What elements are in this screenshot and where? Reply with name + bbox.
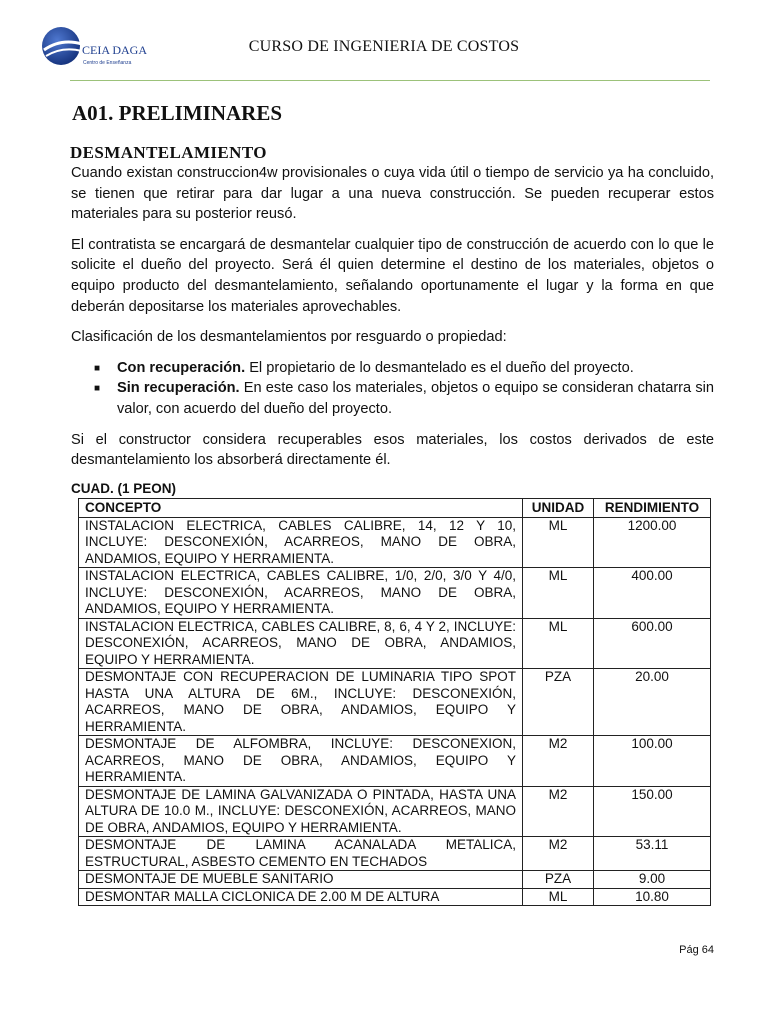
cell-unidad: M2 [523,786,594,837]
paragraph: Clasificación de los desmantelamientos por resguardo o propiedad: [71,329,507,346]
cell-concepto: INSTALACION ELECTRICA, CABLES CALIBRE, 14, 12 Y 10, INCLUYE: DESCONEXIÓN, ACARREOS, MANO DE OBRA, ANDAMIOS, EQUIPO Y HERRAMIENTA. [79,517,523,568]
logo-subtext: Centro de Enseñanza [83,60,132,66]
table-row [79,517,711,568]
cell-rendimiento: 53.11 [594,837,711,871]
cell-concepto: DESMONTAJE DE LAMINA GALVANIZADA O PINTADA, HASTA UNA ALTURA DE 10.0 M., INCLUYE: DESCONEXIÓN, ACARREOS, MANO DE OBRA, ANDAMIOS, EQUIPO Y HERRAMIENTA. [79,786,523,837]
table-row [79,888,711,906]
list-item-text: El propietario de lo desmantelado es el dueño del proyecto. [245,359,634,376]
table-row [79,736,711,787]
cell-concepto: DESMONTAR MALLA CICLONICA DE 2.00 M DE ALTURA [79,888,523,906]
cost-table [78,498,711,906]
table-caption: CUAD. (1 PEON) [71,481,177,496]
cell-concepto: INSTALACION ELECTRICA, CABLES CALIBRE, 1/0, 2/0, 3/0 Y 4/0, INCLUYE: DESCONEXIÓN, ACARREOS, MANO DE OBRA, ANDAMIOS, EQUIPO Y HERRAMIENTA. [79,568,523,619]
cell-rendimiento: 20.00 [594,669,711,736]
cell-rendimiento: 150.00 [594,786,711,837]
square-bullet-icon: ■ [94,383,101,395]
list-item-bold: Con recuperación. [117,359,246,376]
cell-rendimiento: 10.80 [594,888,711,906]
column-header-rendimiento: RENDIMIENTO [594,499,711,518]
cell-rendimiento: 1200.00 [594,517,711,568]
cell-unidad: M2 [523,837,594,871]
cell-unidad: PZA [523,871,594,889]
table-row [79,618,711,669]
table-row [79,837,711,871]
table-row [79,669,711,736]
square-bullet-icon: ■ [94,362,101,374]
cell-rendimiento: 400.00 [594,568,711,619]
cell-concepto: INSTALACION ELECTRICA, CABLES CALIBRE, 8, 6, 4 Y 2, INCLUYE: DESCONEXIÓN, ACARREOS, MANO DE OBRA, ANDAMIOS, EQUIPO Y HERRAMIENTA. [79,618,523,669]
cell-rendimiento: 9.00 [594,871,711,889]
table-row [79,871,711,889]
table-row [79,568,711,619]
table-row [79,786,711,837]
subsection-title: DESMANTELAMIENTO [70,143,267,162]
section-title: A01. PRELIMINARES [72,101,283,125]
logo-text: CEIA DAGA [82,43,147,57]
cell-concepto: DESMONTAJE CON RECUPERACION DE LUMINARIA TIPO SPOT HASTA UNA ALTURA DE 6M., INCLUYE: DESCONEXIÓN, ACARREOS, MANO DE OBRA, ANDAMIOS, EQUIPO Y HERRAMIENTA. [79,669,523,736]
column-header-unidad: UNIDAD [523,499,594,518]
paragraph: Si el constructor considera recuperables esos materiales, los costos derivados de este desmantelamiento los absorberá directamente él. [71,431,714,469]
column-header-concepto: CONCEPTO [79,499,523,518]
cell-rendimiento: 600.00 [594,618,711,669]
body-text [71,163,714,481]
cell-unidad: ML [523,517,594,568]
cell-unidad: ML [523,568,594,619]
table-header-row [79,499,711,518]
cell-concepto: DESMONTAJE DE MUEBLE SANITARIO [79,871,523,889]
page-number: Pág 64 [679,944,714,956]
paragraph: Cuando existan construccion4w provisionales o cuya vida útil o tiempo de servicio ya ha concluido, se tienen que retirar para dar lugar a una nueva construcción. Se pueden recuperar estos materiales para su posterior reusó. [71,165,714,223]
cell-concepto: DESMONTAJE DE LAMINA ACANALADA METALICA, ESTRUCTURAL, ASBESTO CEMENTO EN TECHADOS [79,837,523,871]
cell-unidad: ML [523,888,594,906]
list-item-text: En este caso los materiales, objetos o equipo se consideran chatarra sin valor, con acuerdo del dueño del proyecto. [117,380,714,417]
header-title: CURSO DE INGENIERIA DE COSTOS [248,38,520,55]
cell-concepto: DESMONTAJE DE ALFOMBRA, INCLUYE: DESCONEXION, ACARREOS, MANO DE OBRA, ANDAMIOS, EQUIPO Y HERRAMIENTA. [79,736,523,787]
cell-rendimiento: 100.00 [594,736,711,787]
header-divider [70,80,710,81]
cell-unidad: ML [523,618,594,669]
cell-unidad: PZA [523,669,594,736]
paragraph: El contratista se encargará de desmantelar cualquier tipo de construcción de acuerdo con lo que le solicite el dueño del proyecto. Será él quien determine el destino de los materiales, objetos o equipo producto del desmantelamiento, señalando oportunamente el lugar y la forma en que deberán depositarse los materiales aprovechables. [71,236,714,315]
list-item-bold: Sin recuperación. [117,380,240,397]
cell-unidad: M2 [523,736,594,787]
list-item [94,358,714,379]
list-item [94,378,714,419]
classification-list [71,358,714,420]
